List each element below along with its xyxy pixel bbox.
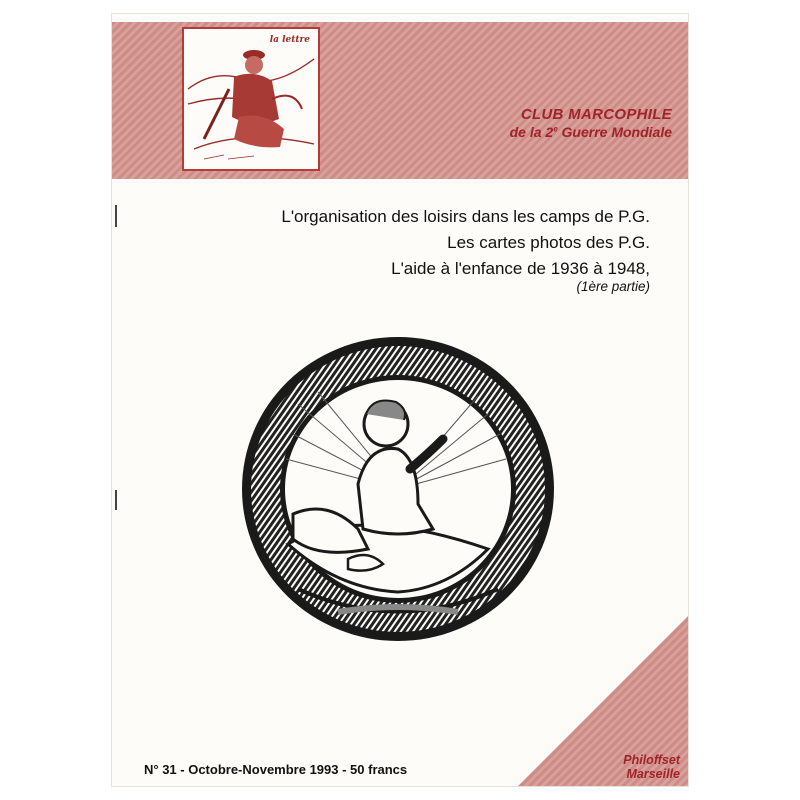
- club-name-line1: CLUB MARCOPHILE: [520, 106, 672, 123]
- cover-page: [112, 14, 688, 786]
- printer-line1: Philoffset: [623, 753, 680, 767]
- logo-caption: la lettre: [269, 35, 310, 45]
- margin-mark: [115, 490, 117, 510]
- article-titles: [142, 204, 650, 295]
- article-title-1: L'organisation des loisirs dans les camps de P.G.: [281, 207, 650, 226]
- soldier-illustration-icon: [184, 29, 318, 169]
- child-in-hand-medallion: [238, 334, 558, 644]
- club-name-line2: de la 2e Guerre Mondiale: [509, 124, 672, 140]
- club-logo: [182, 27, 320, 171]
- article-title-3: L'aide à l'enfance de 1936 à 1948,: [391, 259, 650, 278]
- article-title-2: Les cartes photos des P.G.: [447, 233, 650, 252]
- club-name: [402, 106, 672, 140]
- printer-credit: [623, 753, 680, 781]
- margin-mark: [115, 205, 117, 227]
- printer-line2: Marseille: [626, 767, 680, 781]
- issue-info: N° 31 - Octobre-Novembre 1993 - 50 francs: [144, 762, 408, 777]
- article-subtitle: (1ère partie): [576, 279, 650, 294]
